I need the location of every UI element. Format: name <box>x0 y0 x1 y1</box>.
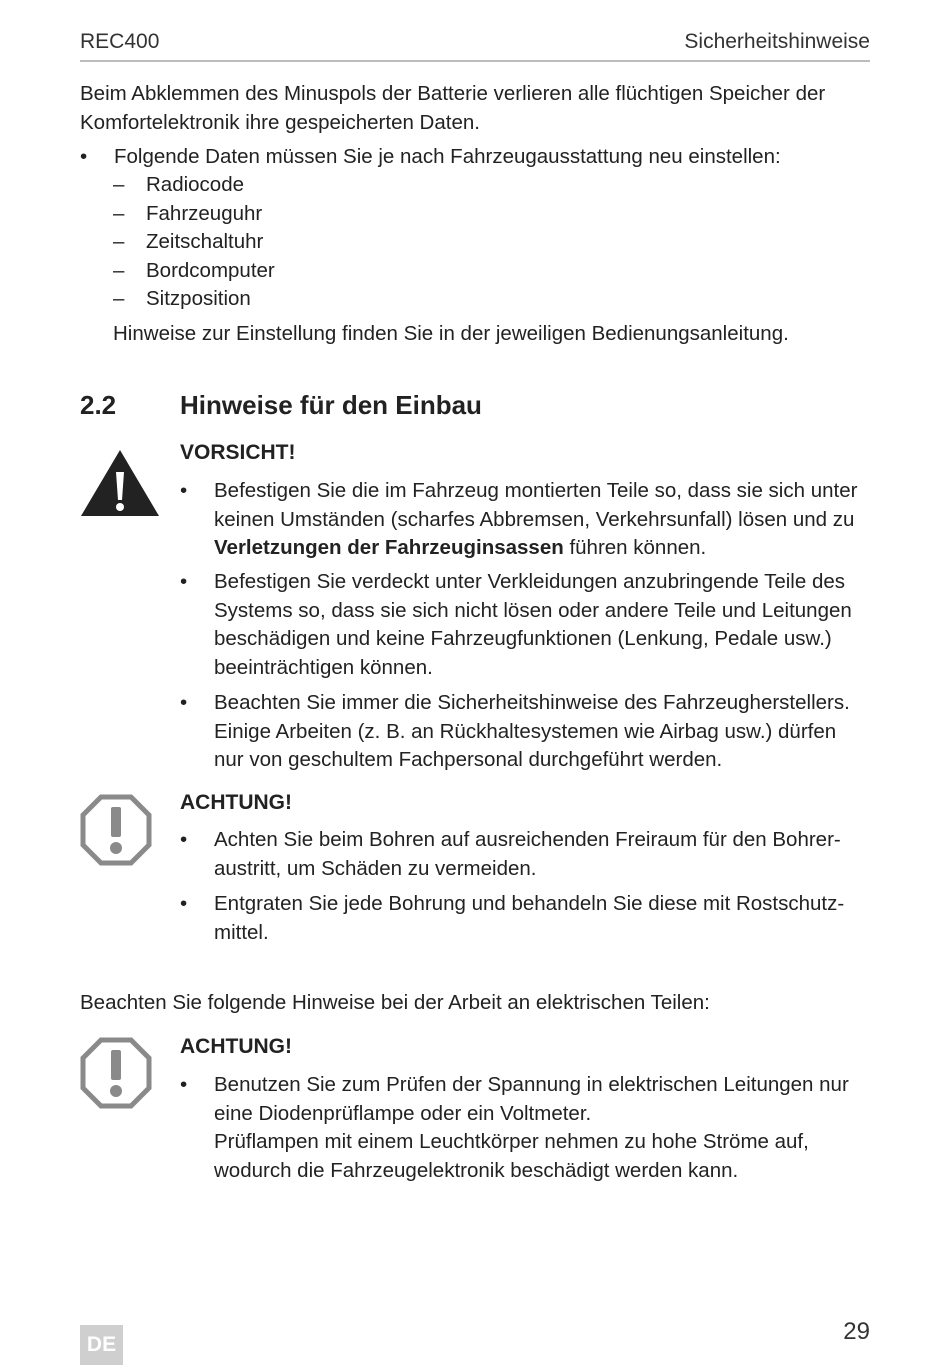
octagon-exclamation-icon <box>80 794 152 866</box>
page-number: 29 <box>843 1318 870 1345</box>
warning-triangle-icon <box>80 448 160 518</box>
list-item: • Entgraten Sie jede Bohrung und behandeln Sie diese mit Rostschutz- mittel. <box>180 892 845 944</box>
language-badge: DE <box>80 1325 123 1365</box>
list-item: • Achten Sie beim Bohren auf ausreichenden Freiraum für den Bohrer- austritt, um Schäden zu vermeiden. <box>180 828 841 880</box>
page-header <box>80 30 870 62</box>
header-chapter: Sicherheitshinweise <box>684 30 870 53</box>
document-page: REC400 Sicherheitshinweise Beim Abklemmen des Minuspols der Batterie verlieren alle flüchtigen Speicher der Komfortelektronik ihre gespeicherten Daten. • Folgende Daten müssen Sie je nach Fahrzeugausstattung neu einstellen: – Radiocode – Fahrzeuguhr – Zeitschaltuhr – Bordcomputer – Sitzposition Hinweise zur Einstellung finden Sie in der jeweiligen Bedienungsanleitung. 2.2 Hinweise für den Einbau VORSICHT! • Befestigen Sie die im Fahrzeug montierten Teile so, dass sie sich unter keinen Umständen (scharfes Abbremsen, Verkehrsunfall) lösen und zu Verletzungen der Fahrzeuginsassen führen können. • Befestigen Sie verdeckt unter Verkleidungen anzubringende Teile des Systems so, dass sie sich nicht lösen oder andere Teile und Leitungen beschädigen und keine Fahrzeugfunktionen (Lenkung, Pedale usw.) beeinträchtigen können. • Beachten Sie immer die Sicherheitshinweise des Fahrzeugherstellers. Einige Arbeiten (z. B. an Rückhaltesystemen wie Airbag usw.) dürfen nur von geschultem Fachpersonal durchgeführt werden. ACHTUNG! • Achten Sie beim Bohren auf ausreichenden Freiraum für den Bohrer- austritt, um Schäden zu vermeiden. • Entgraten Sie jede Bohrung und behandeln Sie diese mit Rostschutz- mittel. Beachten Sie folgende Hinweise bei der Arbeit an elektrischen Teilen: ACHTUNG! • Benutzen Sie zum Prüfen der Spannung in elektrischen Leitungen nur eine Diodenprüflampe oder ein Voltmeter. Prüflampen mit einem Leuchtkörper nehmen zu hohe Ströme auf, wodurch die Fahrzeugelektronik beschädigt werden kann. DE 29 <box>80 0 870 1365</box>
emphasis-text: Verletzungen der Fahrzeuginsassen <box>214 536 564 559</box>
intro-paragraph <box>80 80 870 137</box>
attention-label: ACHTUNG! <box>180 1035 292 1058</box>
list-item: • Beachten Sie immer die Sicherheitshinweise des Fahrzeugherstellers. Einige Arbeiten (z. B. an Rückhaltesystemen wie Airbag usw.) dürfen nur von geschultem Fachpersonal durchgeführt werden. <box>180 691 850 771</box>
octagon-exclamation-icon <box>80 1037 152 1109</box>
intro-line-1: Beim Abklemmen des Minuspols der Batterie verlieren alle flüchtigen Speicher der <box>80 82 826 105</box>
electrical-intro: Beachten Sie folgende Hinweise bei der Arbeit an elektrischen Teilen: <box>80 991 710 1014</box>
bullet-text: Folgende Daten müssen Sie je nach Fahrzeugausstattung neu einstellen: <box>114 145 781 168</box>
header-model: REC400 <box>80 30 160 53</box>
section-title: Hinweise für den Einbau <box>180 390 482 420</box>
bullet-dot: • <box>80 145 88 168</box>
caution-label: VORSICHT! <box>180 441 296 464</box>
list-item: • Befestigen Sie die im Fahrzeug montierten Teile so, dass sie sich unter keinen Umständen (scharfes Abbremsen, Verkehrsunfall) lösen und zu Verletzungen der Fahrzeuginsassen führen können. <box>180 479 858 559</box>
section-number: 2.2 <box>80 390 117 420</box>
intro-line-2: Komfortelektronik ihre gespeicherten Daten. <box>80 110 480 134</box>
list-item: • Befestigen Sie verdeckt unter Verkleidungen anzubringende Teile des Systems so, dass sie sich nicht lösen oder andere Teile und Leitungen beschädigen und keine Fahrzeugfunktionen (Lenkung, Pedale usw.) beeinträchtigen können. <box>180 570 852 679</box>
attention-label: ACHTUNG! <box>180 791 292 814</box>
list-item: • Benutzen Sie zum Prüfen der Spannung in elektrischen Leitungen nur eine Diodenprüflampe oder ein Voltmeter. Prüflampen mit einem Leuchtkörper nehmen zu hohe Ströme auf, wodurch die Fahrzeugelektronik beschädigt werden kann. <box>180 1073 849 1182</box>
settings-note: Hinweise zur Einstellung finden Sie in der jeweiligen Bedienungsanleitung. <box>113 322 789 345</box>
data-reset-bullet <box>80 143 870 172</box>
